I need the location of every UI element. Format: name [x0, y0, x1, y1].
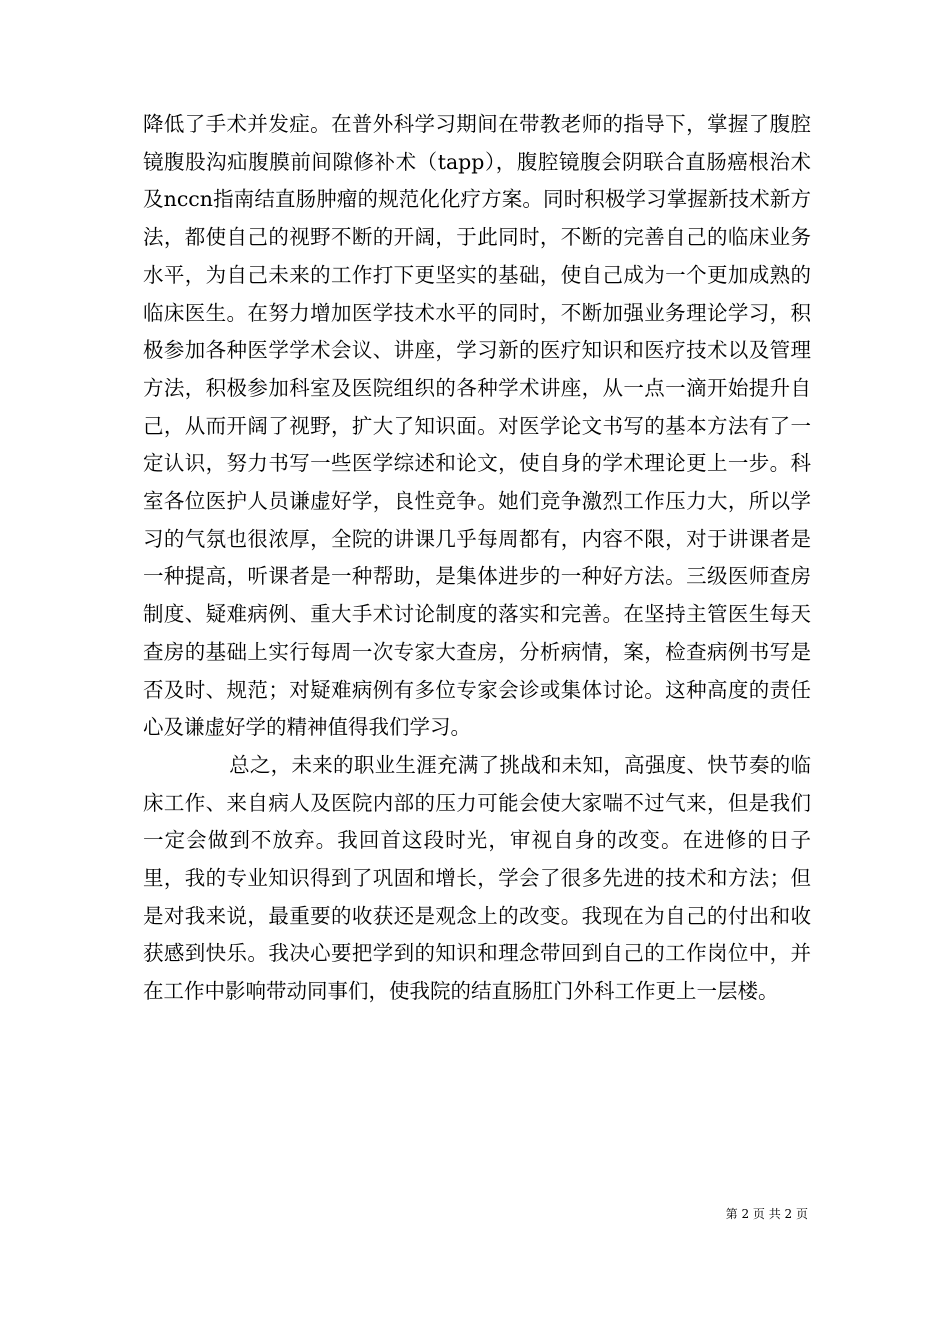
document-body [143, 106, 811, 1011]
paragraph-2: 总之，未来的职业生涯充满了挑战和未知，高强度、快节奏的临床工作、来自病人及医院内部的压力可能会使大家喘不过气来，但是我们一定会做到不放弃。我回首这段时光，审视自身的改变。在进修的日子里，我的专业知识得到了巩固和增长，学会了很多先进的技术和方法；但是对我来说，最重要的收获还是观念上的改变。我现在为自己的付出和收获感到快乐。我决心要把学到的知识和理念带回到自己的工作岗位中，并在工作中影响带动同事们，使我院的结直肠肛门外科工作更上一层楼。 [143, 752, 811, 1004]
paragraph-1: 降低了手术并发症。在普外科学习期间在带教老师的指导下，掌握了腹腔镜腹股沟疝腹膜前间隙修补术（tapp），腹腔镜腹会阴联合直肠癌根治术及nccn指南结直肠肿瘤的规范化化疗方案。同时积极学习掌握新技术新方法，都使自己的视野不断的开阔，于此同时，不断的完善自己的临床业务水平，为自己未来的工作打下更坚实的基础，使自己成为一个更加成熟的临床医生。在努力增加医学技术水平的同时，不断加强业务理论学习，积极参加各种医学学术会议、讲座，学习新的医疗知识和医疗技术以及管理方法，积极参加科室及医院组织的各种学术讲座，从一点一滴开始提升自己，从而开阔了视野，扩大了知识面。对医学论文书写的基本方法有了一定认识，努力书写一些医学综述和论文，使自身的学术理论更上一步。科室各位医护人员谦虚好学，良性竞争。她们竞争激烈工作压力大，所以学习的气氛也很浓厚，全院的讲课几乎每周都有，内容不限，对于讲课者是一种提高，听课者是一种帮助，是集体进步的一种好方法。三级医师查房制度、疑难病例、重大手术讨论制度的落实和完善。在坚持主管医生每天查房的基础上实行每周一次专家大查房，分析病情，案，检查病例书写是否及时、规范；对疑难病例有多位专家会诊或集体讨论。这种高度的责任心及谦虚好学的精神值得我们学习。 [143, 112, 811, 740]
page-footer: 第 2 页 共 2 页 [725, 1207, 808, 1221]
